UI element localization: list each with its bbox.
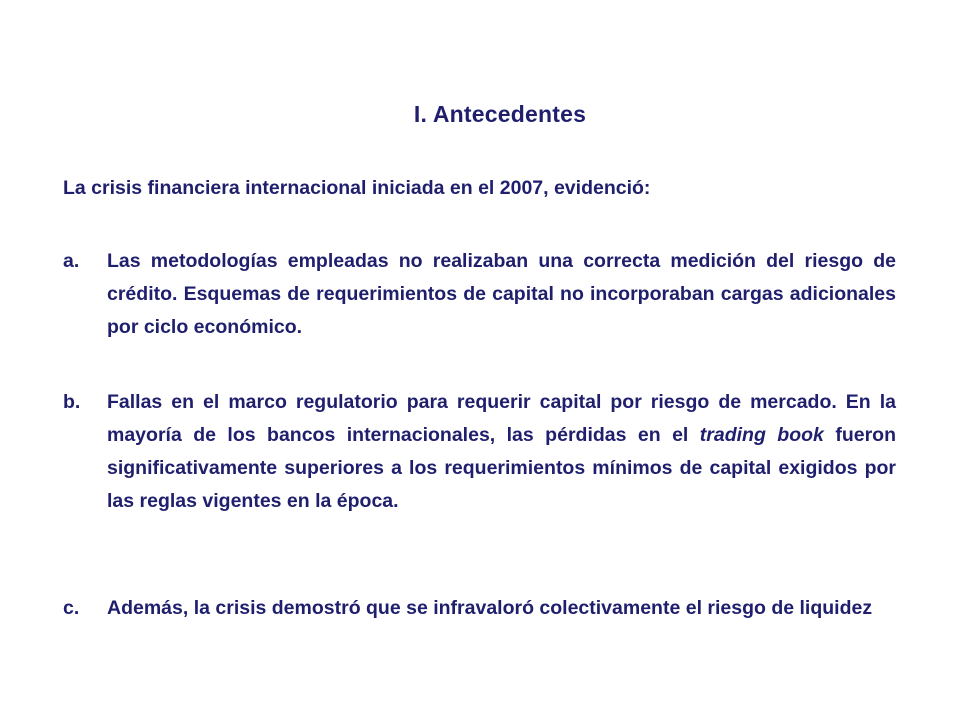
list-item-text [107, 386, 896, 518]
list-item-c [63, 592, 896, 625]
list-item-text: Además, la crisis demostró que se infravaloró colectivamente el riesgo de liquidez [107, 597, 873, 619]
list-item-a [63, 245, 896, 344]
text-segment: fueron significativamente superiores a los requerimientos mínimos de capital exigidos por las reglas vigentes en la época. [107, 424, 897, 512]
intro-text: La crisis financiera internacional iniciada en el 2007, evidenció: [63, 177, 651, 199]
italic-term: trading book [699, 424, 824, 446]
list-item-text: Las metodologías empleadas no realizaban una correcta medición del riesgo de crédito. Esquemas de requerimientos de capital no incorporaban cargas adicionales por ciclo económico. [107, 250, 896, 338]
list-marker: a. [63, 250, 80, 272]
text-segment: Fallas en el marco regulatorio para requerir capital por riesgo de mercado. En la mayoría de los bancos internacionales, las pérdidas en el [107, 391, 896, 446]
list-marker: b. [63, 391, 81, 413]
slide-title: I. Antecedentes [413, 101, 587, 127]
list-marker: c. [63, 597, 80, 619]
list-item-b [63, 386, 896, 518]
